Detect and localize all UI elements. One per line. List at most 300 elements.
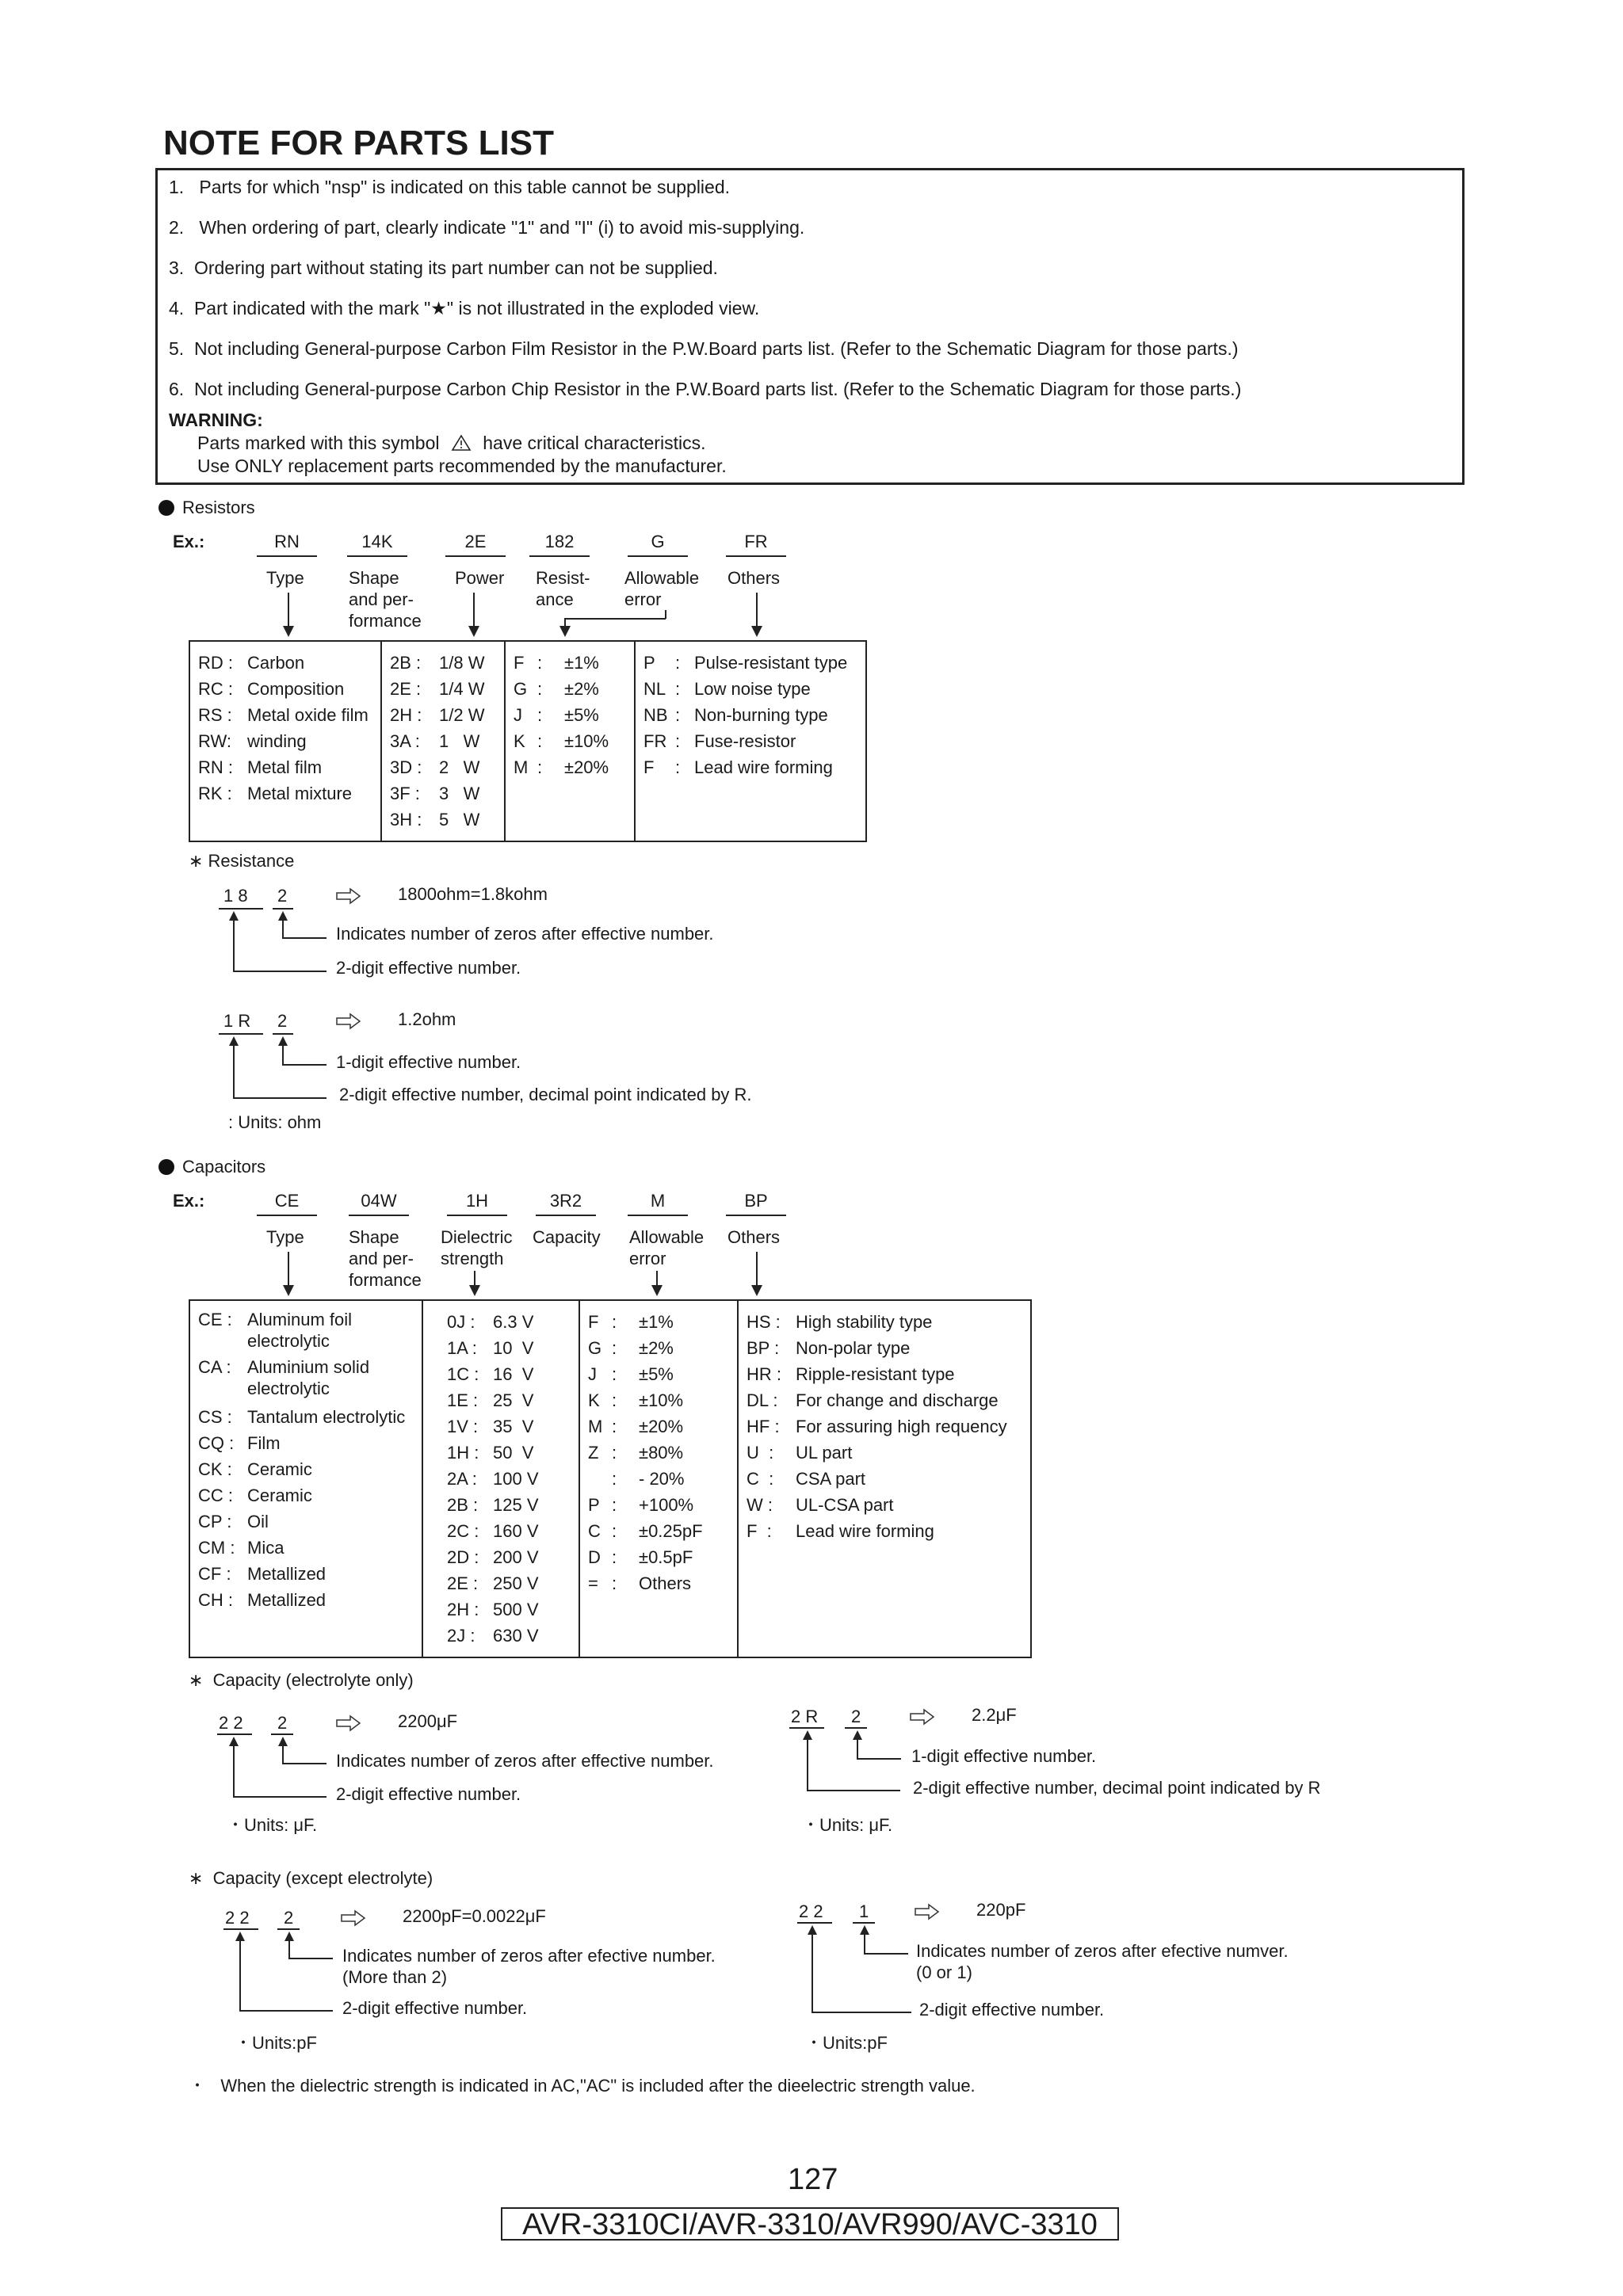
leader [857,1758,901,1760]
res-ex1-note2: 2-digit effective number. [336,958,521,978]
cap-e1-digits: 2 2 [219,1713,243,1733]
cap-type-code: CP : [198,1512,232,1531]
res-power-code: 2E : [390,679,422,699]
cap-tol-row [588,1492,729,1518]
res-code-error: G [628,532,688,557]
res-other-value: Non-burning type [694,705,828,725]
leader [282,919,284,938]
resistance-heading: ∗ Resistance [189,851,295,871]
cap-code-voltage: 1H [447,1191,507,1216]
cap-tol-sep: : [612,1312,617,1332]
cap-tol-sep: : [612,1338,617,1358]
cap-other-code: HF : [747,1417,780,1436]
cap-volt-row [447,1466,571,1492]
cap-other-row [747,1309,1022,1335]
res-code-power: 2E [445,532,506,557]
res-type-value: Metal mixture [247,784,353,803]
res-power-value: 1/2 W [439,705,485,725]
cap-type-code: CE : [198,1310,232,1329]
cap-tol-row [588,1413,729,1440]
cap-type-code: CF : [198,1564,231,1584]
res-power-row [390,754,496,780]
cap-type-value: Metallized [247,1564,327,1584]
cap-volt-row [447,1596,571,1623]
note-6: 6. Not including General-purpose Carbon Chip Resistor in the P.W.Board parts list. (Refer to the Schematic Diagram for those parts.) [169,379,1242,399]
cap-tol-code: J [588,1364,597,1384]
cap-label-others: Others [727,1227,781,1247]
res-other-value: Lead wire forming [694,757,833,777]
cap-e1-note1: Indicates number of zeros after effective number. [336,1751,714,1771]
cap-volt-code: 1A : [447,1338,477,1358]
leader [233,1044,235,1098]
res-tol-value: ±1% [564,653,599,673]
res-power-code: 3D : [390,757,422,777]
res-power-row [390,728,496,754]
cap-label-voltage: Dielectric strength [441,1227,513,1268]
res-type-value: Metal oxide film [247,705,369,725]
cap-volt-row [447,1518,571,1544]
cap-other-value: Non-polar type [796,1338,911,1358]
cap-label-capacity: Capacity [533,1227,601,1247]
cap-type-row [198,1482,414,1508]
cap-volt-code: 2J : [447,1626,475,1646]
cap-type-row [198,1456,414,1482]
cap-tol-code: K [588,1390,600,1410]
leader [239,1939,241,2011]
cap-tol-code: = [588,1573,598,1593]
leader [233,1796,327,1798]
cap-volt-row [447,1492,571,1518]
res-ex2-note1: 1-digit effective number. [336,1052,521,1072]
leader [864,1933,865,1954]
cap-tol-sep: : [612,1390,617,1410]
res-tol-sep: : [537,757,543,777]
cap-volt-value: 125 V [493,1495,539,1515]
cap-tol-code: G [588,1338,602,1358]
res-power-row [390,676,496,702]
cap-other-value: UL-CSA part [796,1495,894,1515]
cap-volt-row [447,1309,571,1335]
res-label-shape: Shape and per- formance [349,568,422,631]
cap-volt-value: 250 V [493,1573,539,1593]
cap-other-row [747,1440,1022,1466]
leader [282,1745,284,1764]
cap-volt-code: 2A : [447,1469,477,1489]
res-other-row [643,650,857,676]
res-power-row [390,807,496,833]
cap-type-value: Aluminum foil electrolytic [247,1310,353,1351]
capacitors-heading: Capacitors [158,1157,265,1177]
bullet-icon [158,500,174,516]
cap-volt-value: 16 V [493,1364,534,1384]
cap-volt-code: 1C : [447,1364,479,1384]
res-label-error: Allowable error [624,568,700,609]
note-3: 3. Ordering part without stating its part number can not be supplied. [169,257,718,278]
res-other-code: F [643,757,655,777]
cap-type-value: Oil [247,1512,269,1531]
cap-e2-mult: 2 [851,1707,861,1726]
underline [273,1033,293,1035]
res-other-sep: : [675,757,681,777]
page-title: NOTE FOR PARTS LIST [163,124,554,162]
cap-volt-code: 2B : [447,1495,479,1515]
res-type-row [198,728,372,754]
cap-volt-value: 500 V [493,1600,539,1619]
cap-e3-digits: 2 2 [225,1908,250,1928]
cap-tol-code: M [588,1417,603,1436]
cap-other-value: Lead wire forming [796,1521,934,1541]
cap-volt-code: 1V : [447,1417,479,1436]
leader [812,1933,813,2012]
leader [282,937,327,939]
res-ex1-result: 1800ohm=1.8kohm [398,884,548,904]
implies-arrow-icon [336,1714,361,1732]
cap-e4-note1b: (0 or 1) [916,1962,972,1982]
res-power-code: 3A : [390,731,420,751]
cap-type-value: Ceramic [247,1459,312,1479]
res-other-code: FR [643,731,667,751]
res-col-type [189,641,381,841]
res-tol-value: ±20% [564,757,609,777]
res-ex2-mult: 2 [277,1011,288,1031]
note-1: 1. Parts for which "nsp" is indicated on this table cannot be supplied. [169,177,731,197]
cap-e4-note2: 2-digit effective number. [919,2000,1105,2019]
cap-type-code: CC : [198,1486,233,1505]
cap-volt-row [447,1361,571,1387]
res-arrow-power [473,593,475,635]
implies-arrow-icon [341,1909,366,1927]
res-code-shape: 14K [347,532,407,557]
cap-tol-value: ±0.25pF [639,1521,703,1541]
res-type-row [198,702,372,728]
leader [807,1738,808,1791]
implies-arrow-icon [336,1013,361,1030]
leader [233,1745,235,1797]
res-type-row [198,650,372,676]
res-join-line [564,618,666,620]
cap-type-row [198,1356,414,1404]
underline [853,1922,875,1924]
res-other-code: P [643,653,655,673]
res-tol-row [514,650,626,676]
cap-volt-value: 630 V [493,1626,539,1646]
res-label-power: Power [455,568,505,588]
res-col-power [381,641,505,841]
underline [223,1928,258,1930]
implies-arrow-icon [336,887,361,905]
cap-volt-code: 1H : [447,1443,479,1463]
res-type-code: RK : [198,784,232,803]
cap-volt-value: 6.3 V [493,1312,534,1332]
res-type-value: Composition [247,679,345,699]
note-4: 4. Part indicated with the mark "★" is not illustrated in the exploded view. [169,298,760,318]
warning-text-b: have critical characteristics. [483,433,706,453]
warning-line-2: Use ONLY replacement parts recommended by the manufacturer. [197,456,727,476]
cap-other-row [747,1466,1022,1492]
leader [233,919,235,971]
cap-volt-code: 1E : [447,1390,479,1410]
cap-tol-sep: : [612,1417,617,1436]
res-col-tolerance [505,641,635,841]
underline [845,1727,867,1729]
res-power-code: 3F : [390,784,420,803]
cap-other-heading: ∗ Capacity (except electrolyte) [189,1868,433,1888]
res-other-code: NB [643,705,668,725]
leader [282,1064,327,1066]
res-other-sep: : [675,731,681,751]
resistor-code-table [189,640,867,842]
res-col-others [635,641,866,841]
cap-type-value: Mica [247,1538,285,1558]
cap-other-row [747,1492,1022,1518]
cap-other-code: W : [747,1495,773,1515]
cap-label-type: Type [266,1227,304,1247]
res-tol-code: J [514,705,522,725]
leader [857,1738,858,1759]
implies-arrow-icon [915,1903,940,1920]
cap-arrow-voltage [474,1271,475,1295]
cap-tol-row [588,1518,729,1544]
cap-volt-value: 100 V [493,1469,539,1489]
res-type-code: RS : [198,705,232,725]
res-other-row [643,754,857,780]
res-code-others: FR [726,532,786,557]
cap-type-code: CS : [198,1407,232,1427]
notes-box [155,168,1465,485]
cap-volt-code: 2H : [447,1600,479,1619]
res-ex2-note2: 2-digit effective number, decimal point indicated by R. [339,1085,752,1104]
cap-tol-sep: : [612,1521,617,1541]
cap-volt-row [447,1387,571,1413]
cap-code-type: CE [257,1191,317,1216]
implies-arrow-icon [910,1708,935,1726]
cap-tol-row [588,1466,729,1492]
cap-tol-value: ±20% [639,1417,684,1436]
cap-label-shape: Shape and per- formance [349,1227,422,1290]
res-type-value: Metal film [247,757,323,777]
warning-text-a: Parts marked with this symbol [197,433,440,453]
cap-other-value: UL part [796,1443,853,1463]
res-power-value: 3 W [439,784,480,803]
cap-other-row [747,1518,1022,1544]
res-tol-row [514,728,626,754]
ac-note: ・ When the dielectric strength is indicated in AC,"AC" is included after the dieelectric strength value. [189,2076,976,2096]
cap-volt-value: 160 V [493,1521,539,1541]
cap-code-others: BP [726,1191,786,1216]
cap-tol-row [588,1570,729,1596]
underline [277,1928,300,1930]
cap-type-row [198,1430,414,1456]
res-ex1-note1: Indicates number of zeros after effective number. [336,924,714,944]
cap-col-type [189,1300,422,1657]
res-join-tick [665,610,666,619]
cap-e1-result: 2200μF [398,1711,458,1731]
cap-other-code: F : [747,1521,772,1541]
cap-e4-digits: 2 2 [799,1901,823,1921]
res-tol-value: ±10% [564,731,609,751]
res-power-row [390,780,496,807]
cap-tol-code: Z [588,1443,599,1463]
leader [864,1953,908,1955]
res-power-row [390,702,496,728]
cap-e2-digits: 2 R [791,1707,819,1726]
leader [233,971,327,972]
cap-other-value: CSA part [796,1469,866,1489]
res-other-sep: : [675,653,681,673]
res-other-value: Low noise type [694,679,811,699]
res-tol-row [514,754,626,780]
cap-e2-note1: 1-digit effective number. [911,1746,1097,1766]
res-units: : Units: ohm [228,1112,322,1132]
cap-tol-value: ±1% [639,1312,674,1332]
res-ex1-mult: 2 [277,886,288,906]
cap-tol-value: - 20% [639,1469,685,1489]
res-type-code: RN : [198,757,233,777]
cap-other-row [747,1335,1022,1361]
leader [282,1763,327,1764]
cap-tol-value: ±0.5pF [639,1547,693,1567]
cap-tol-value: Others [639,1573,692,1593]
cap-other-value: Ripple-resistant type [796,1364,955,1384]
res-power-value: 1/8 W [439,653,485,673]
res-other-row [643,702,857,728]
res-other-sep: : [675,705,681,725]
res-tol-row [514,676,626,702]
res-tol-sep: : [537,653,543,673]
cap-e2-result: 2.2μF [972,1705,1017,1725]
cap-e1-mult: 2 [277,1713,288,1733]
cap-e1-units: ・Units: μF. [227,1815,318,1835]
warning-triangle-icon [451,434,472,452]
res-other-sep: : [675,679,681,699]
cap-tol-value: ±2% [639,1338,674,1358]
cap-volt-value: 35 V [493,1417,534,1436]
res-type-row [198,676,372,702]
cap-e3-result: 2200pF=0.0022μF [403,1906,546,1926]
res-ex2-digits: 1 R [223,1011,251,1031]
res-type-code: RD : [198,653,233,673]
cap-volt-value: 200 V [493,1547,539,1567]
cap-e4-result: 220pF [976,1900,1026,1920]
leader [282,1044,284,1065]
cap-volt-row [447,1570,571,1596]
leader [239,2010,333,2012]
cap-tol-sep: : [612,1443,617,1463]
res-power-value: 1 W [439,731,480,751]
cap-tol-value: ±10% [639,1390,684,1410]
res-other-code: NL [643,679,666,699]
cap-other-code: C : [747,1469,774,1489]
cap-type-row [198,1535,414,1561]
res-power-value: 1/4 W [439,679,485,699]
cap-other-code: HR : [747,1364,781,1384]
cap-other-row [747,1387,1022,1413]
cap-other-code: BP : [747,1338,780,1358]
res-tol-row [514,702,626,728]
res-power-row [390,650,496,676]
warning-label: WARNING: [169,410,263,430]
cap-volt-code: 2D : [447,1547,479,1567]
res-type-value: winding [247,731,307,751]
cap-tol-sep: : [612,1469,617,1489]
cap-col-voltage [422,1300,579,1657]
cap-e2-units: ・Units: μF. [802,1815,893,1835]
res-arrow-type [288,593,289,635]
leader [288,1939,290,1958]
cap-tol-code: D [588,1547,601,1567]
cap-elec-heading: ∗ Capacity (electrolyte only) [189,1670,414,1690]
cap-e3-note1: Indicates number of zeros after efective number. [342,1946,716,1966]
cap-type-value: Film [247,1433,281,1453]
res-type-value: Carbon [247,653,305,673]
cap-type-code: CQ : [198,1433,235,1453]
res-tol-value: ±2% [564,679,599,699]
note-5: 5. Not including General-purpose Carbon Film Resistor in the P.W.Board parts list. (Refer to the Schematic Diagram for those parts.) [169,338,1239,359]
cap-tol-sep: : [612,1573,617,1593]
cap-type-row [198,1508,414,1535]
cap-volt-value: 25 V [493,1390,534,1410]
cap-other-code: DL : [747,1390,778,1410]
cap-volt-code: 2E : [447,1573,479,1593]
note-2: 2. When ordering of part, clearly indicate "1" and "I" (i) to avoid mis-supplying. [169,217,805,238]
cap-tol-value: ±5% [639,1364,674,1384]
cap-code-capacity: 3R2 [536,1191,596,1216]
cap-type-row [198,1309,414,1356]
cap-e4-mult: 1 [859,1901,869,1921]
res-tol-value: ±5% [564,705,599,725]
cap-type-row [198,1587,414,1613]
cap-other-code: U : [747,1443,774,1463]
underline [219,908,263,910]
cap-tol-sep: : [612,1547,617,1567]
model-number: AVR-3310CI/AVR-3310/AVR990/AVC-3310 [501,2207,1119,2241]
cap-tol-code: F [588,1312,599,1332]
leader [812,2012,911,2013]
cap-type-value: Ceramic [247,1486,312,1505]
cap-tol-value: +100% [639,1495,694,1515]
cap-type-row [198,1404,414,1430]
cap-type-code: CM : [198,1538,235,1558]
cap-e3-note2: 2-digit effective number. [342,1998,528,2018]
cap-e1-note2: 2-digit effective number. [336,1784,521,1804]
cap-tol-row [588,1335,729,1361]
resistors-ex-label: Ex.: [173,532,205,551]
cap-other-value: High stability type [796,1312,933,1332]
cap-volt-row [447,1413,571,1440]
cap-tol-row [588,1544,729,1570]
cap-label-error: Allowable error [629,1227,705,1268]
underline [789,1727,824,1729]
res-tol-code: M [514,757,529,777]
cap-type-code: CH : [198,1590,233,1610]
res-type-row [198,780,372,807]
res-type-code: RC : [198,679,233,699]
cap-volt-value: 50 V [493,1443,534,1463]
res-power-value: 2 W [439,757,480,777]
cap-type-code: CA : [198,1357,231,1377]
underline [219,1033,263,1035]
cap-arrow-type [288,1252,289,1295]
res-label-type: Type [266,568,304,588]
res-ex2-result: 1.2ohm [398,1009,456,1029]
capacitor-code-table [189,1299,1032,1658]
underline [271,1733,293,1735]
cap-tol-row [588,1361,729,1387]
res-other-row [643,728,857,754]
cap-type-code: CK : [198,1459,232,1479]
cap-e3-units: ・Units:pF [235,2033,317,2053]
cap-code-shape: 04W [349,1191,409,1216]
